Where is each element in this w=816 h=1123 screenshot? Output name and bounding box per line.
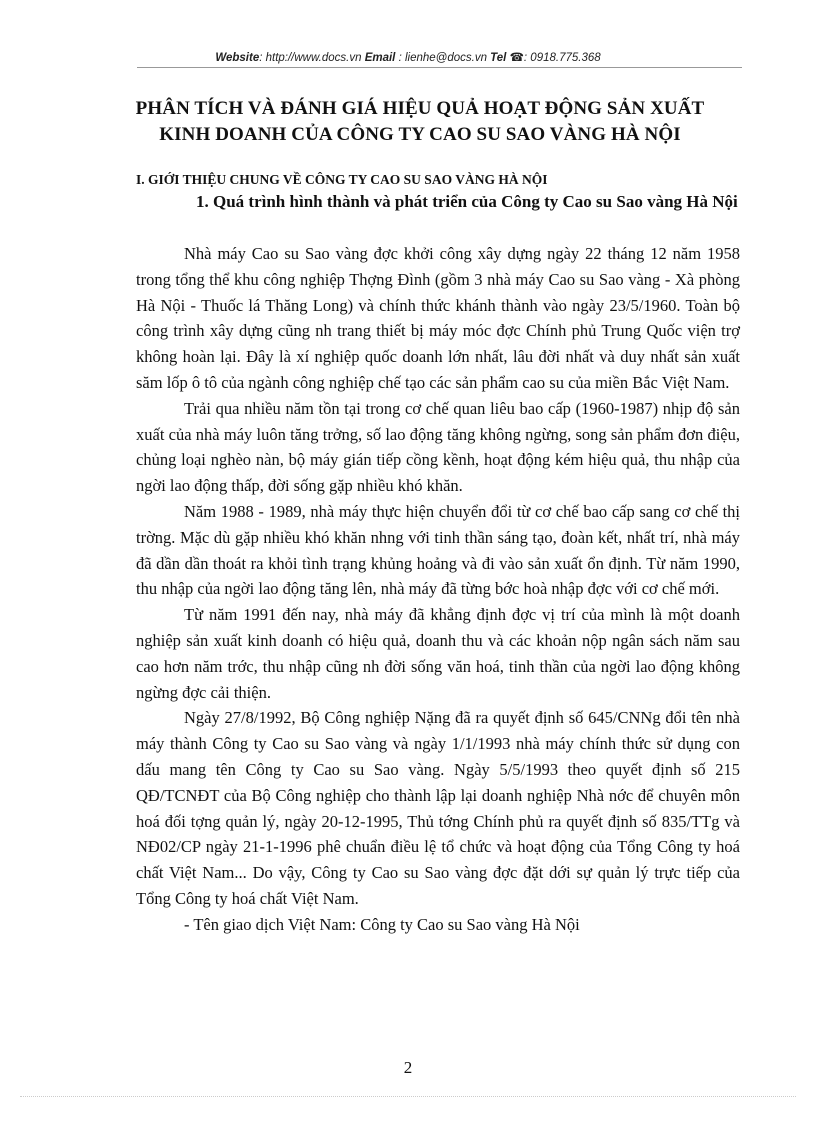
subsection-heading: 1. Quá trình hình thành và phát triển của Công ty Cao su Sao vàng Hà Nội bbox=[196, 192, 738, 211]
paragraph-6: - Tên giao dịch Việt Nam: Công ty Cao su Sao vàng Hà Nội bbox=[184, 914, 580, 934]
website-label: Website bbox=[215, 52, 260, 64]
email-label: Email bbox=[364, 52, 396, 64]
header-divider bbox=[137, 67, 742, 68]
title-line-1: PHÂN TÍCH VÀ ĐÁNH GIÁ HIỆU QUẢ HOẠT ĐỘNG SẢN XUẤT bbox=[135, 98, 705, 119]
document-title bbox=[100, 96, 740, 148]
website-value: : http://www.docs.vn bbox=[259, 52, 362, 64]
tel-value: : 0918.775.368 bbox=[523, 52, 601, 64]
page-number: 2 bbox=[403, 1058, 413, 1077]
paragraph-4: Từ năm 1991 đến nay, nhà máy đã khẳng định đợc vị trí của mình là một doanh nghiệp sản xuất kinh doanh có hiệu quả, doanh thu và các khoản nộp ngân sách năm sau cao hơn năm trớc, thu nhập cũng nh đời sống văn hoá, tinh thần của ngời lao động không ngừng đợc cải thiện. bbox=[136, 605, 740, 702]
paragraph-5: Ngày 27/8/1992, Bộ Công nghiệp Nặng đã ra quyết định số 645/CNNg đổi tên nhà máy thành Công ty Cao su Sao vàng và ngày 1/1/1993 nhà máy chính thức sử dụng con dấu mang tên Công ty Cao su Sao vàng. Ngày 5/5/1993 theo quyết định số 215 QĐ/TCNĐT của Bộ Công nghiệp cho thành lập lại doanh nghiệp Nhà nớc để chuyên môn hoá đối tợng quản lý, ngày 20-12-1995, Thủ tớng Chính phủ ra quyết định số 835/TTg và NĐ02/CP ngày 21-1-1996 phê chuẩn điều lệ tổ chức và hoạt động của Tổng Công ty hoá chất Việt Nam... Do vậy, Công ty Cao su Sao vàng đợc đặt dới sự quản lý trực tiếp của Tổng Công ty hoá chất Việt Nam. bbox=[136, 708, 740, 908]
title-line-2: KINH DOANH CỦA CÔNG TY CAO SU SAO VÀNG HÀ NỘI bbox=[159, 124, 681, 145]
paragraph-2: Trải qua nhiều năm tồn tại trong cơ chế quan liêu bao cấp (1960-1987) nhịp độ sản xuất của nhà máy luôn tăng trởng, số lao động tăng không ngừng, song sản phẩm đơn điệu, chủng loại nghèo nàn, bộ máy gián tiếp cồng kềnh, hoạt động kém hiệu quả, thu nhập của ngời lao động thấp, đời sống gặp nhiều khó khăn. bbox=[136, 398, 740, 496]
paragraph-3: Năm 1988 - 1989, nhà máy thực hiện chuyển đổi từ cơ chế bao cấp sang cơ chế thị trờng. Mặc dù gặp nhiều khó khăn nhng với tinh thần sáng tạo, đoàn kết, nhất trí, nhà máy đã dần dần thoát ra khỏi tình trạng khủng hoảng và đi vào sản xuất ổn định. Từ năm 1990, thu nhập của ngời lao động tăng lên, nhà máy đã từng bớc hoà nhập đợc với cơ chế mới. bbox=[136, 501, 740, 599]
phone-icon: ☎ bbox=[509, 52, 524, 64]
tel-label: Tel bbox=[490, 52, 507, 64]
email-value: : lienhe@docs.vn bbox=[398, 52, 487, 64]
page-bottom-border bbox=[20, 1096, 796, 1097]
section-heading: I. GIỚI THIỆU CHUNG VỀ CÔNG TY CAO SU SAO VÀNG HÀ NỘI bbox=[136, 172, 548, 187]
page-header bbox=[0, 50, 816, 64]
body-text bbox=[136, 241, 740, 938]
paragraph-1: Nhà máy Cao su Sao vàng đợc khởi công xây dựng ngày 22 tháng 12 năm 1958 trong tổng thể khu công nghiệp Thợng Đình (gồm 3 nhà máy Cao su Sao vàng - Xà phòng Hà Nội - Thuốc lá Thăng Long) và chính thức khánh thành vào ngày 23/5/1960. Toàn bộ công trình xây dựng cũng nh trang thiết bị máy móc đợc Chính phủ Trung Quốc viện trợ không hoàn lại. Đây là xí nghiệp quốc doanh lớn nhất, lâu đời nhất và duy nhất sản xuất săm lốp ô tô của ngành công nghiệp chế tạo các sản phẩm cao su của miền Bắc Việt Nam. bbox=[136, 244, 740, 392]
